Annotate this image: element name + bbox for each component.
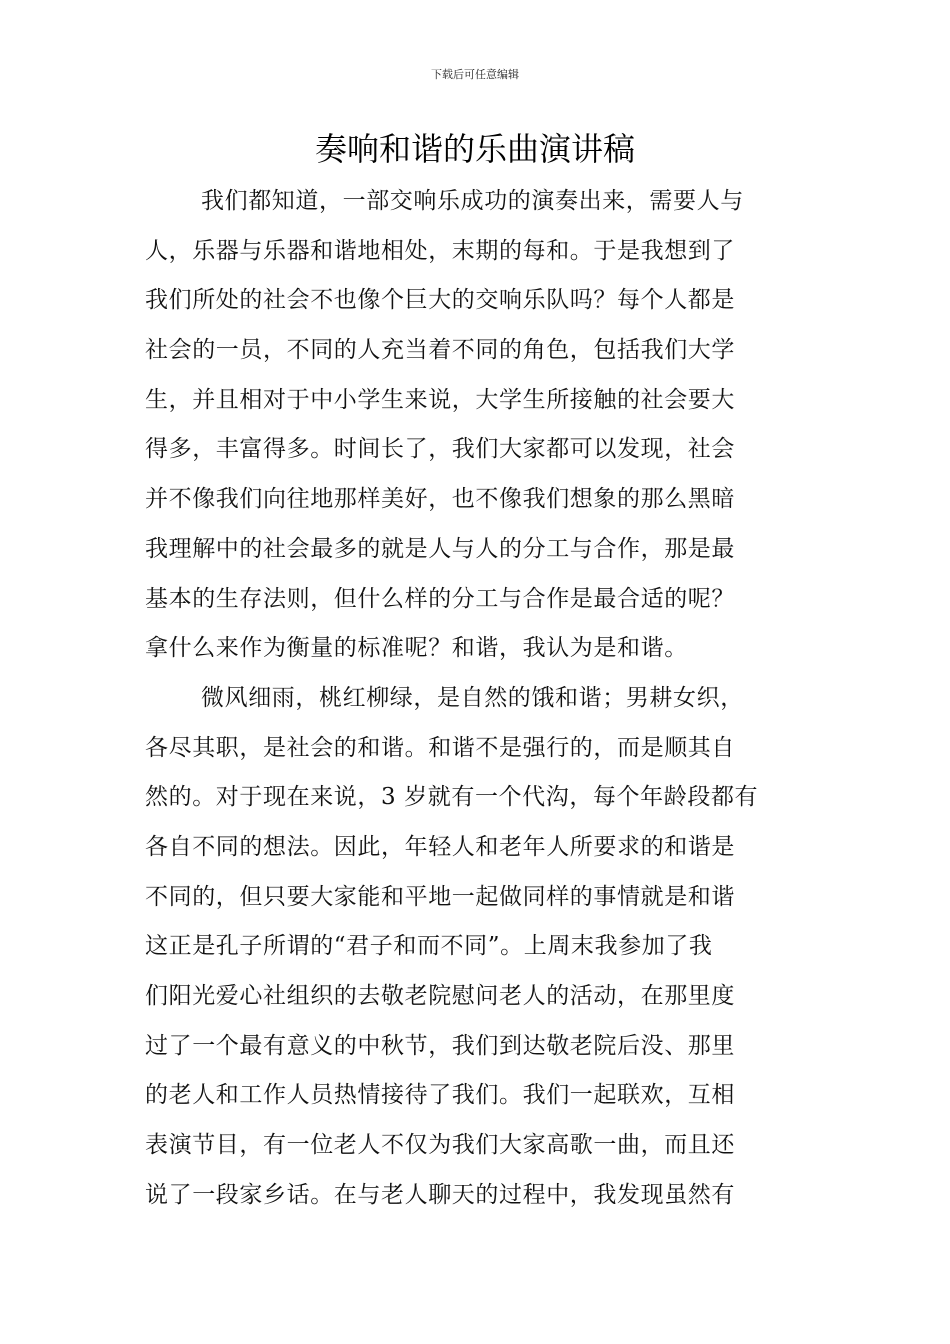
text-line: 表演节目，有一位老人不仅为我们大家高歌一曲，而且还 xyxy=(145,1132,735,1159)
text-line: 人，乐器与乐器和谐地相处，末期的每和。于是我想到了 xyxy=(145,237,735,264)
text-line: 微风细雨，桃红柳绿，是自然的饿和谐；男耕女织， xyxy=(201,684,744,711)
text-line: 基本的生存法则，但什么样的分工与合作是最合适的呢？ xyxy=(145,585,735,612)
text-line: 这正是孔子所谓的“君子和而不同”。上周末我参加了我 xyxy=(145,933,713,960)
text-line: 说了一段家乡话。在与老人聊天的过程中，我发现虽然有 xyxy=(145,1181,735,1208)
text-line: 过了一个最有意义的中秋节，我们到达敬老院后没、那里 xyxy=(145,1032,735,1059)
text-line: 各自不同的想法。因此，年轻人和老年人所要求的和谐是 xyxy=(145,833,735,860)
text-line: 们阳光爱心社组织的去敬老院慰问老人的活动，在那里度 xyxy=(145,983,735,1009)
document-title: 奏响和谐的乐曲演讲稿 xyxy=(314,130,635,168)
text-line: 不同的，但只要大家能和平地一起做同样的事情就是和谐 xyxy=(145,883,735,910)
text-line: 我们所处的社会不也像个巨大的交响乐队吗？每个人都是 xyxy=(145,287,735,314)
header-note: 下载后可任意编辑 xyxy=(431,68,519,81)
text-line: 并不像我们向往地那样美好，也不像我们想象的那么黑暗 xyxy=(145,486,735,513)
text-line: 各尽其职，是社会的和谐。和谐不是强行的，而是顺其自 xyxy=(145,734,735,761)
text-line: 得多，丰富得多。时间长了，我们大家都可以发现，社会 xyxy=(145,436,735,463)
text-line: 拿什么来作为衡量的标准呢？和谐，我认为是和谐。 xyxy=(145,635,688,662)
text-line: 我理解中的社会最多的就是人与人的分工与合作，那是最 xyxy=(145,535,735,562)
text-line: 社会的一员，不同的人充当着不同的角色，包括我们大学 xyxy=(145,337,735,364)
text-line: 的老人和工作人员热情接待了我们。我们一起联欢，互相 xyxy=(145,1082,735,1109)
text-line: 生，并且相对于中小学生来说，大学生所接触的社会要大 xyxy=(145,386,735,413)
document-body xyxy=(145,177,807,1220)
text-line: 然的。对于现在来说，3 岁就有一个代沟，每个年龄段都有 xyxy=(145,784,759,811)
text-line: 我们都知道，一部交响乐成功的演奏出来，需要人与 xyxy=(201,188,744,214)
